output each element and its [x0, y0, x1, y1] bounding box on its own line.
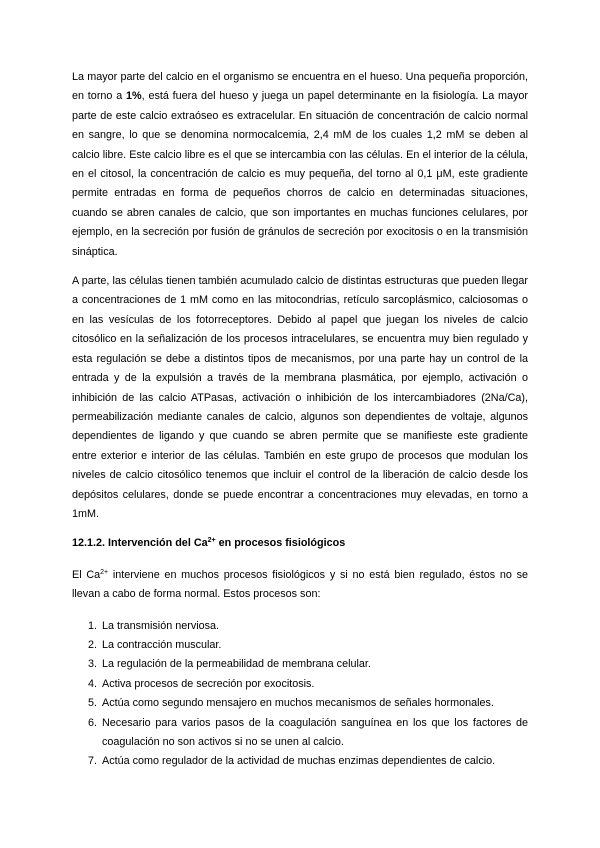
list-item: [72, 714, 528, 753]
paragraph-calcium-distribution: [72, 68, 528, 262]
list-item: [72, 694, 528, 713]
paragraph-calcium-regulation: A parte, las células tienen también acumulado calcio de distintas estructuras que pueden llegar a concentraciones de 1 mM como en las mitocondrias, retículo sarcoplásmico, calciosomas o en las vesículas de los fotorreceptores. Debido al papel que juegan los niveles de calcio citosólico en la señalización de los procesos intracelulares, se encuentra muy bien regulado y esta regulación se debe a distintos tipos de mecanismos, por una parte hay un control de la entrada y de la expulsión a través de la membrana plasmática, por ejemplo, activación o inhibición de las calcio ATPasas, activación o inhibición de los intercambiadores (2Na/Ca), permeabilización mediante canales de calcio, algunos son dependientes de voltaje, algunos dependientes de ligando y que cuando se abren permite que se manifieste este gradiente entre exterior e interior de las células. También en este grupo de procesos que modulan los niveles de calcio citosólico tenemos que incluir el control de la liberación de calcio desde los depósitos celulares, donde se puede encontrar a concentraciones muy elevadas, en torno a 1mM.: [72, 275, 528, 520]
list-item: [72, 617, 528, 636]
list-item-text: Actúa como regulador de la actividad de muchas enzimas dependientes de calcio.: [102, 755, 496, 768]
list-item-text: Activa procesos de secreción por exocitosis.: [102, 677, 315, 690]
heading-text-b: en procesos fisiológicos: [215, 537, 346, 550]
list-item-number: 4.: [88, 677, 98, 690]
processes-list: [72, 617, 528, 772]
paragraph-1-text-b: , está fuera del hueso y juega un papel determinante en la fisiología. La mayor parte de este calcio extraóseo es extracelular. En situación de concentración de calcio normal en sangre, lo que se denomina normocalcemia, 2,4 mM de los cuales 1,2 mM se deben al calcio libre. Este calcio libre es el que se intercambia con las células. En el interior de la célula, en el citosol, la concentración de calcio es muy pequeña, del torno al 0,1 μM, este gradiente permite entradas en forma de pequeños chorros de calcio en determinadas situaciones, cuando se abren canales de calcio, que son importantes en muchas funciones celulares, por ejemplo, en la secreción por fusión de gránulos de secreción por exocitosis o en la transmisión sináptica.: [72, 90, 528, 258]
paragraph-1-text-a: La mayor parte del calcio en el organismo se encuentra en el hueso. Una pequeña proporción, en torno a: [72, 71, 528, 103]
list-item-text: Necesario para varios pasos de la coagulación sanguínea en los que los factores de coagulación no son activos si no se unen al calcio.: [102, 716, 528, 748]
list-item-text: Actúa como segundo mensajero en muchos mecanismos de señales hormonales.: [102, 697, 494, 710]
heading-text-a: 12.1.2. Intervención del Ca: [72, 537, 208, 550]
list-item-number: 3.: [88, 658, 98, 671]
list-item-text: La transmisión nerviosa.: [102, 619, 220, 632]
list-item-text: La contracción muscular.: [102, 638, 222, 651]
list-item: [72, 675, 528, 694]
list-item: [72, 752, 528, 771]
heading-superscript: 2+: [207, 537, 216, 545]
section-heading: [72, 534, 528, 553]
list-item: [72, 655, 528, 674]
list-item-number: 7.: [88, 755, 98, 768]
list-item: [72, 636, 528, 655]
list-item-number: 5.: [88, 697, 98, 710]
list-item-number: 1.: [88, 619, 98, 632]
list-item-number: 6.: [88, 716, 98, 729]
paragraph-3-text-b: interviene en muchos procesos fisiológicos y si no está bien regulado, éstos no se llevan a cabo de forma normal. Estos procesos son:: [72, 568, 529, 601]
paragraph-intro-processes: [72, 566, 528, 605]
paragraph-3-text-a: El Ca: [72, 568, 101, 581]
paragraph-1-bold-percent: 1%: [126, 90, 142, 103]
list-item-number: 2.: [88, 638, 98, 651]
list-item-text: La regulación de la permeabilidad de membrana celular.: [102, 658, 371, 671]
paragraph-3-superscript: 2+: [100, 568, 109, 576]
